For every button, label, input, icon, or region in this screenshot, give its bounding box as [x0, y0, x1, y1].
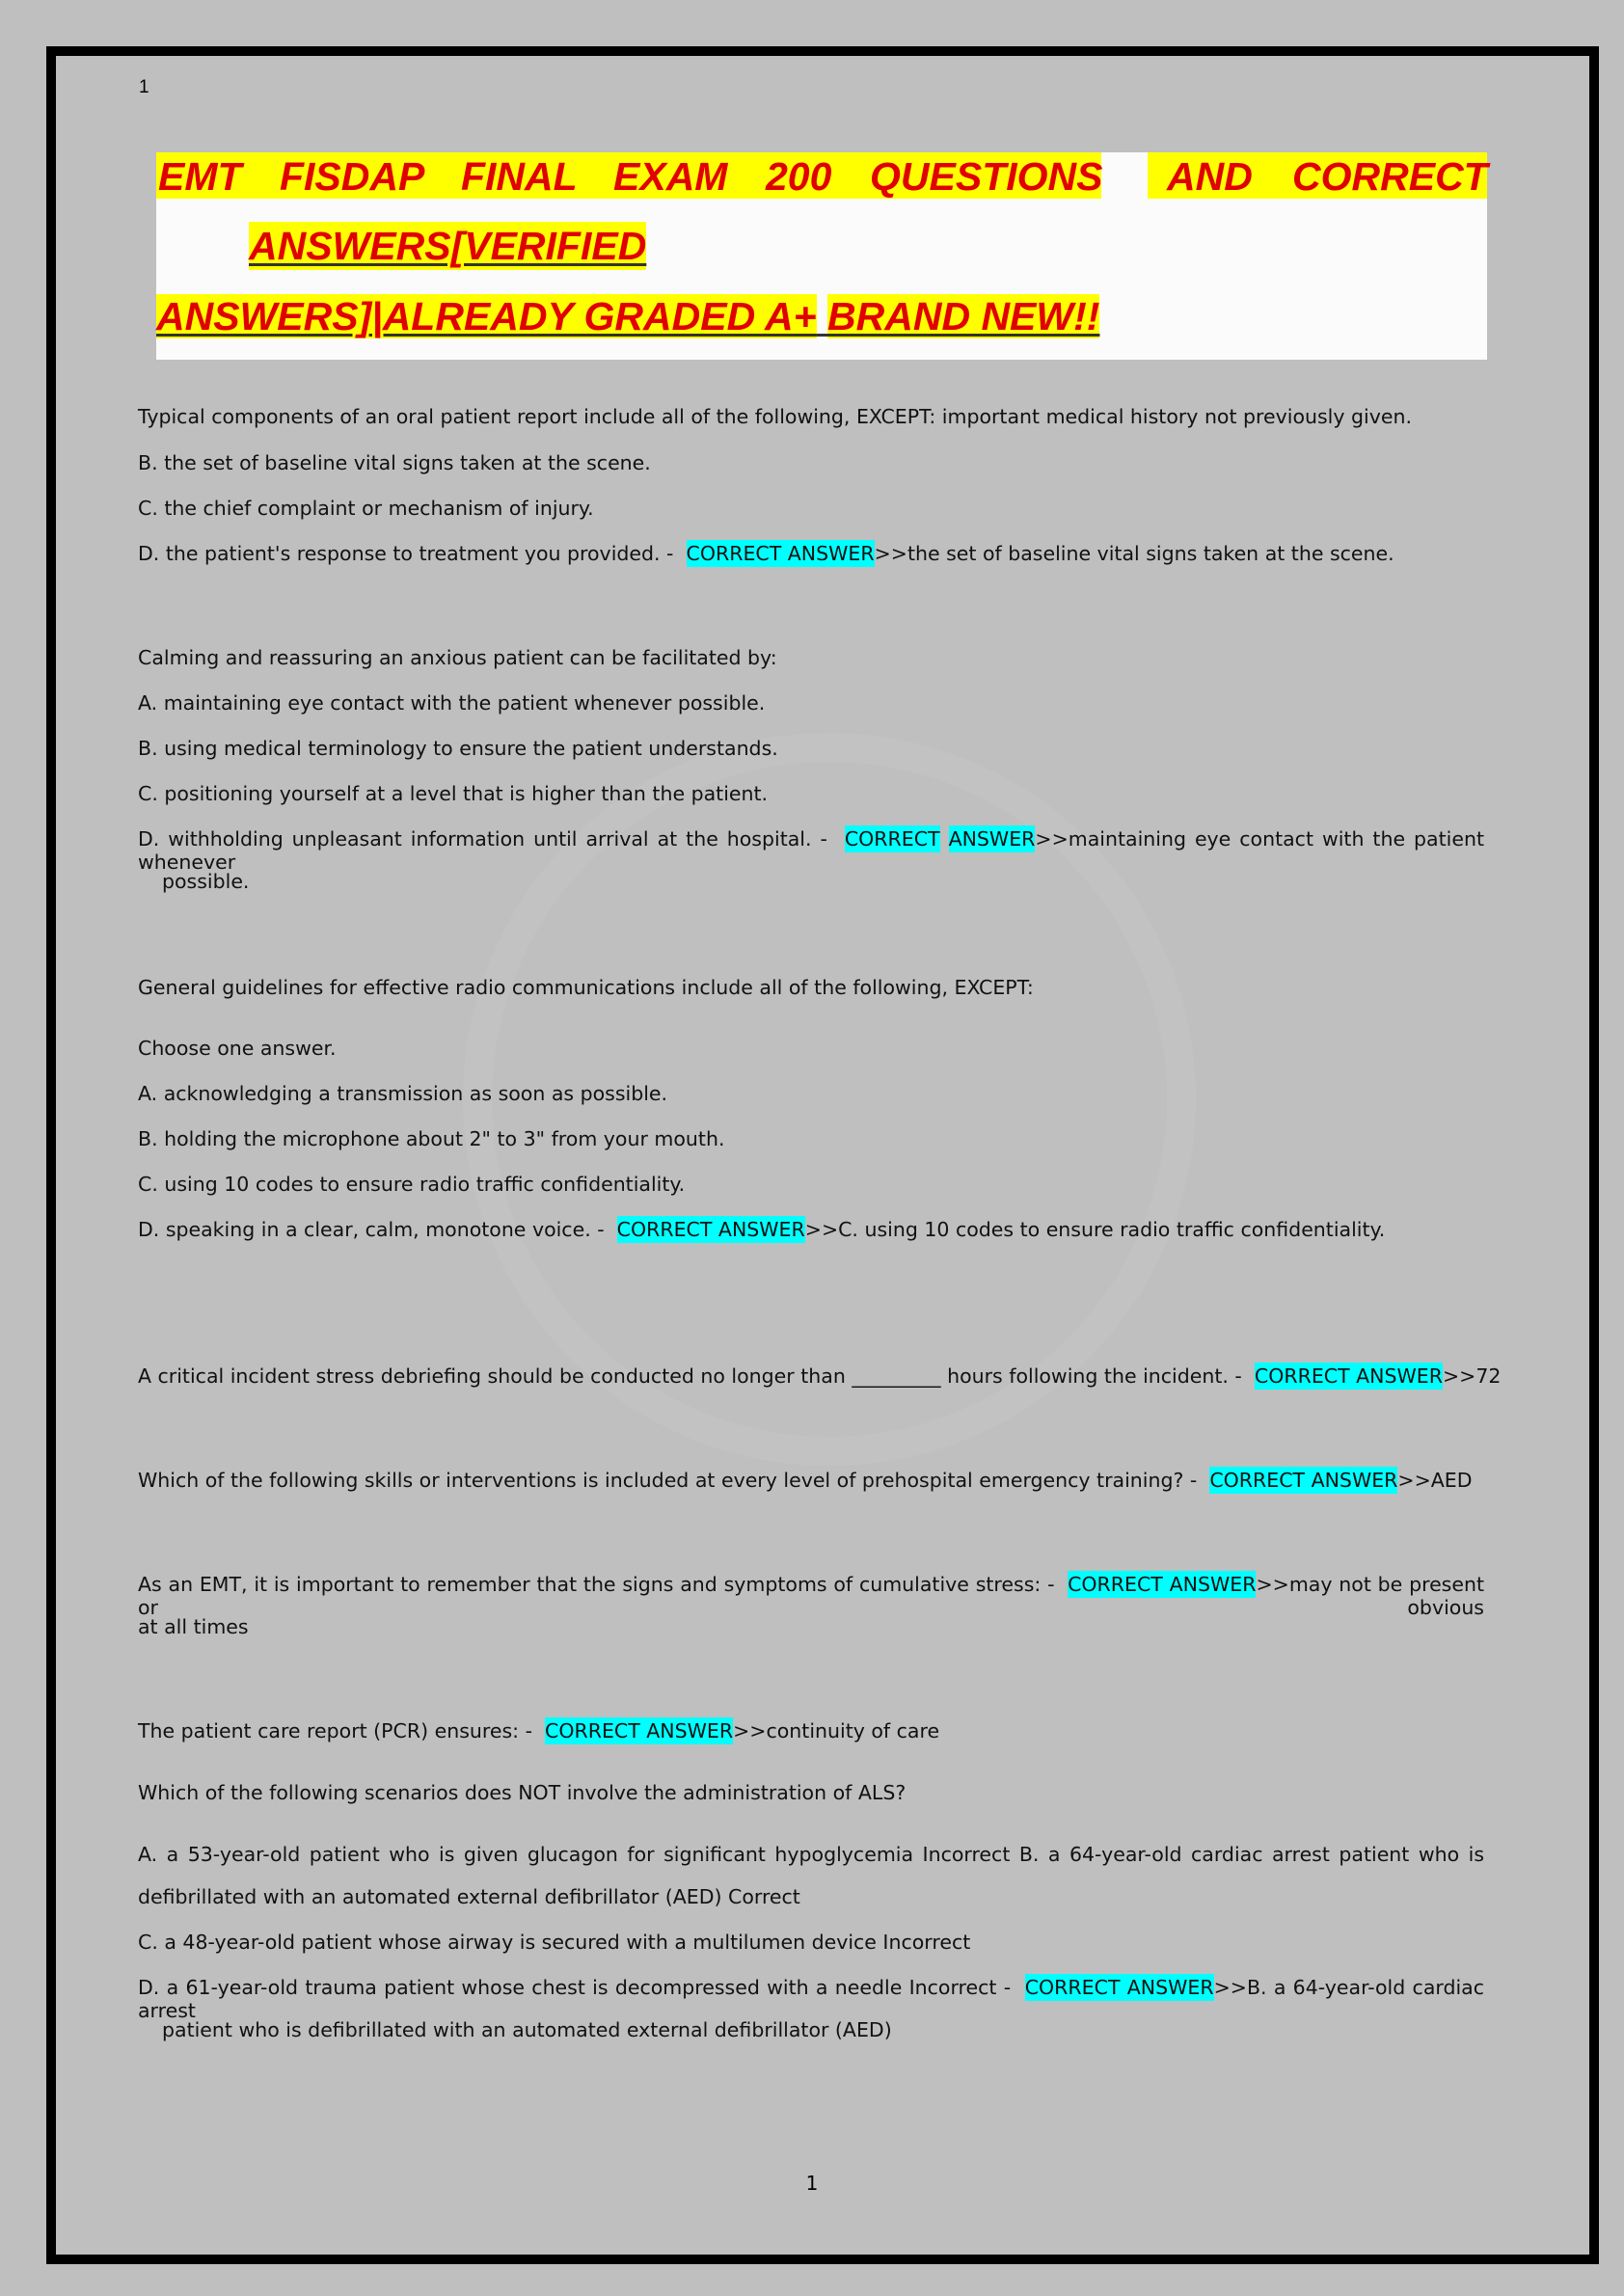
q8-options-ab: A. a 53-year-old patient who is given glucagon for significant hypoglycemia Incorrect B. a 64-year-old cardiac arrest patient who is: [138, 1843, 1484, 1866]
q3-choose: Choose one answer.: [138, 1037, 337, 1060]
q7-answer: >>continuity of care: [733, 1719, 940, 1742]
title-word: EXAM: [613, 154, 728, 199]
q5-line: [138, 1469, 1473, 1492]
title-line-2: ANSWERS[VERIFIED: [249, 224, 647, 268]
title-word: 200: [766, 154, 832, 199]
title-word: EMT: [158, 154, 242, 199]
title-word: QUESTIONS: [870, 154, 1103, 199]
q1-answer: >>the set of baseline vital signs taken at the scene.: [874, 542, 1394, 565]
q3-answer: >>C. using 10 codes to ensure radio traffic confidentiality.: [804, 1218, 1386, 1241]
q2-option-a: A. maintaining eye contact with the patient whenever possible.: [138, 691, 766, 715]
q1-line-2: B. the set of baseline vital signs taken at the scene.: [138, 451, 651, 474]
q4-question: A critical incident stress debriefing should be conducted no longer than _________ hours following the incident. -: [138, 1364, 1242, 1388]
q2-option-d-text: D. withholding unpleasant information until arrival at the hospital. -: [138, 827, 827, 851]
q3-option-c: C. using 10 codes to ensure radio traffic confidentiality.: [138, 1173, 686, 1196]
q1-line-3: C. the chief complaint or mechanism of injury.: [138, 497, 594, 520]
q8-option-d: [138, 1976, 1484, 2022]
q3-option-a: A. acknowledging a transmission as soon as possible.: [138, 1082, 668, 1105]
q3-option-d: [138, 1218, 1385, 1241]
q3-stem: General guidelines for effective radio communications include all of the following, EXCEPT:: [138, 976, 1034, 999]
title-line-1: [156, 152, 1487, 199]
document-title: [156, 152, 1487, 360]
q8-answer-continued: patient who is defibrillated with an automated external defibrillator (AED): [162, 2018, 892, 2041]
q1-line-4: [138, 542, 1394, 565]
correct-label: CORRECT: [844, 827, 940, 851]
q4-answer: >>72: [1442, 1364, 1502, 1388]
title-word: AND: [1167, 154, 1253, 199]
correct-answer-badge: CORRECT ANSWER: [1068, 1573, 1257, 1596]
q2-option-c: C. positioning yourself at a level that is higher than the patient.: [138, 782, 769, 805]
correct-answer-badge: CORRECT ANSWER: [1209, 1469, 1398, 1492]
q6-line: [138, 1573, 1484, 1619]
correct-answer-badge: CORRECT ANSWER: [1024, 1976, 1214, 1999]
title-word: FINAL: [461, 154, 578, 199]
correct-answer-badge: CORRECT ANSWER: [1254, 1364, 1443, 1388]
q8-options-ab-continued: defibrillated with an automated external defibrillator (AED) Correct: [138, 1885, 800, 1908]
q1-option-d: D. the patient's response to treatment you provided. -: [138, 542, 674, 565]
q5-answer: >>AED: [1397, 1469, 1473, 1492]
q6-answer-continued: at all times: [138, 1615, 249, 1638]
q1-line-1: Typical components of an oral patient report include all of the following, EXCEPT: important medical history not previously given.: [138, 405, 1412, 428]
q2-option-d: [138, 827, 1484, 874]
q6-answer: >>may not be present or obvious: [138, 1573, 1485, 1619]
q8-stem: Which of the following scenarios does NOT involve the administration of ALS?: [138, 1781, 907, 1804]
q5-question: Which of the following skills or interventions is included at every level of prehospital emergency training? -: [138, 1469, 1198, 1492]
q8-answer: >>B. a 64-year-old cardiac arrest: [138, 1976, 1484, 2022]
q2-option-b: B. using medical terminology to ensure the patient understands.: [138, 737, 778, 760]
title-line-3: [156, 292, 1099, 340]
q6-question: As an EMT, it is important to remember that the signs and symptoms of cumulative stress: -: [138, 1573, 1055, 1596]
correct-answer-badge: CORRECT ANSWER: [545, 1719, 734, 1742]
q2-answer: >>maintaining eye contact with the patient whenever: [138, 827, 1484, 874]
q8-option-c: C. a 48-year-old patient whose airway is secured with a multilumen device Incorrect: [138, 1931, 971, 1954]
q3-option-b: B. holding the microphone about 2" to 3" from your mouth.: [138, 1127, 725, 1150]
page-number-top: 1: [139, 77, 149, 97]
q8-option-d-text: D. a 61-year-old trauma patient whose chest is decompressed with a needle Incorrect -: [138, 1976, 1012, 1999]
q2-stem: Calming and reassuring an anxious patient can be facilitated by:: [138, 646, 777, 669]
page-number-bottom: 1: [805, 2172, 819, 2195]
answer-label: ANSWER: [948, 827, 1036, 851]
title-word: CORRECT: [1292, 154, 1488, 199]
q3-option-d-text: D. speaking in a clear, calm, monotone voice. -: [138, 1218, 605, 1241]
title-line-3-part-1: ANSWERS]|ALREADY GRADED A+: [156, 294, 817, 338]
q2-answer-continued: possible.: [162, 870, 250, 893]
q4-line: [138, 1364, 1501, 1388]
q7-line: [138, 1719, 939, 1742]
title-highlight-gap: [1101, 152, 1148, 199]
correct-answer-badge: CORRECT ANSWER: [686, 542, 875, 565]
correct-answer-badge: CORRECT ANSWER: [616, 1218, 805, 1241]
q7-question: The patient care report (PCR) ensures: -: [138, 1719, 532, 1742]
title-line-3-part-2: BRAND NEW!!: [827, 294, 1100, 338]
title-word: FISDAP: [280, 154, 425, 199]
